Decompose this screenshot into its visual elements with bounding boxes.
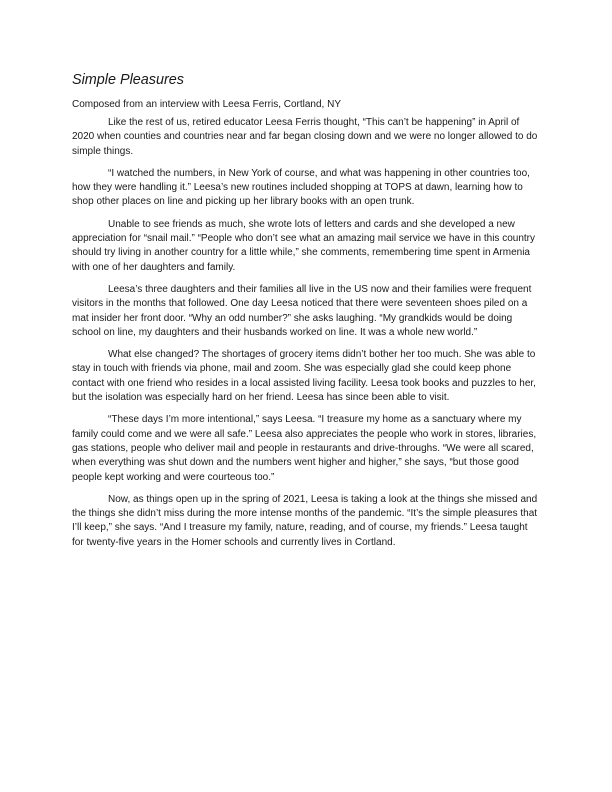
document-body [72, 70, 542, 558]
document-title: Simple Pleasures [72, 72, 184, 88]
paragraph-1: Like the rest of us, retired educator Leesa Ferris thought, “This can’t be happening” in April of 2020 when counties and countries near and far began closing down and we were no longer allowed to do simple things. [72, 117, 538, 157]
paragraph-7: Now, as things open up in the spring of 2021, Leesa is taking a look at the things she missed and the things she didn’t miss during the more intense months of the pandemic. “It’s the simple pleasures that I’ll keep,” she says. “And I treasure my family, nature, reading, and of course, my friends.” Leesa taught for twenty-five years in the Homer schools and currently lives in Cortland. [72, 493, 538, 548]
paragraph-3: Unable to see friends as much, she wrote lots of letters and cards and she developed a new appreciation for “snail mail.” “People who don’t see what an amazing mail service we have in this country should try living in another country for a little while,” she comments, remembering time spent in Armenia with one of her daughters and family. [72, 218, 536, 273]
paragraph-6: “These days I’m more intentional,” says Leesa. “I treasure my home as a sanctuary where my family could come and we were all safe.” Leesa also appreciates the people who work in stores, libraries, gas stations, people who deliver mail and people in restaurants and drive-throughs. “We were all scared, when everything was shut down and the numbers went higher and higher,” she says, “but those good people kept working and were courteous too.” [72, 414, 537, 483]
paragraph-5: What else changed? The shortages of grocery items didn’t bother her too much. She was able to stay in touch with friends via phone, mail and zoom. She was especially glad she could keep phone contact with one friend who resides in a local assisted living facility. Leesa took books and puzzles to her, but the isolation was especially hard on her friend. Leesa has since been able to visit. [72, 349, 536, 404]
paragraph-4: Leesa’s three daughters and their families all live in the US now and their families were frequent visitors in the months that followed. One day Leesa noticed that there were seventeen shoes piled on a mat insider her front door. “Why an odd number?” she asks laughing. “My grandkids would be doing school on line, my daughters and their husbands worked on line. It was a whole new world.” [72, 283, 532, 338]
paragraph-2: “I watched the numbers, in New York of course, and what was happening in other countries too, how they were handling it.” Leesa’s new routines included shopping at TOPS at dawn, learning how to shop other places on line and picking up her library books with an open trunk. [72, 167, 530, 208]
document-subtitle: Composed from an interview with Leesa Ferris, Cortland, NY [72, 99, 341, 110]
